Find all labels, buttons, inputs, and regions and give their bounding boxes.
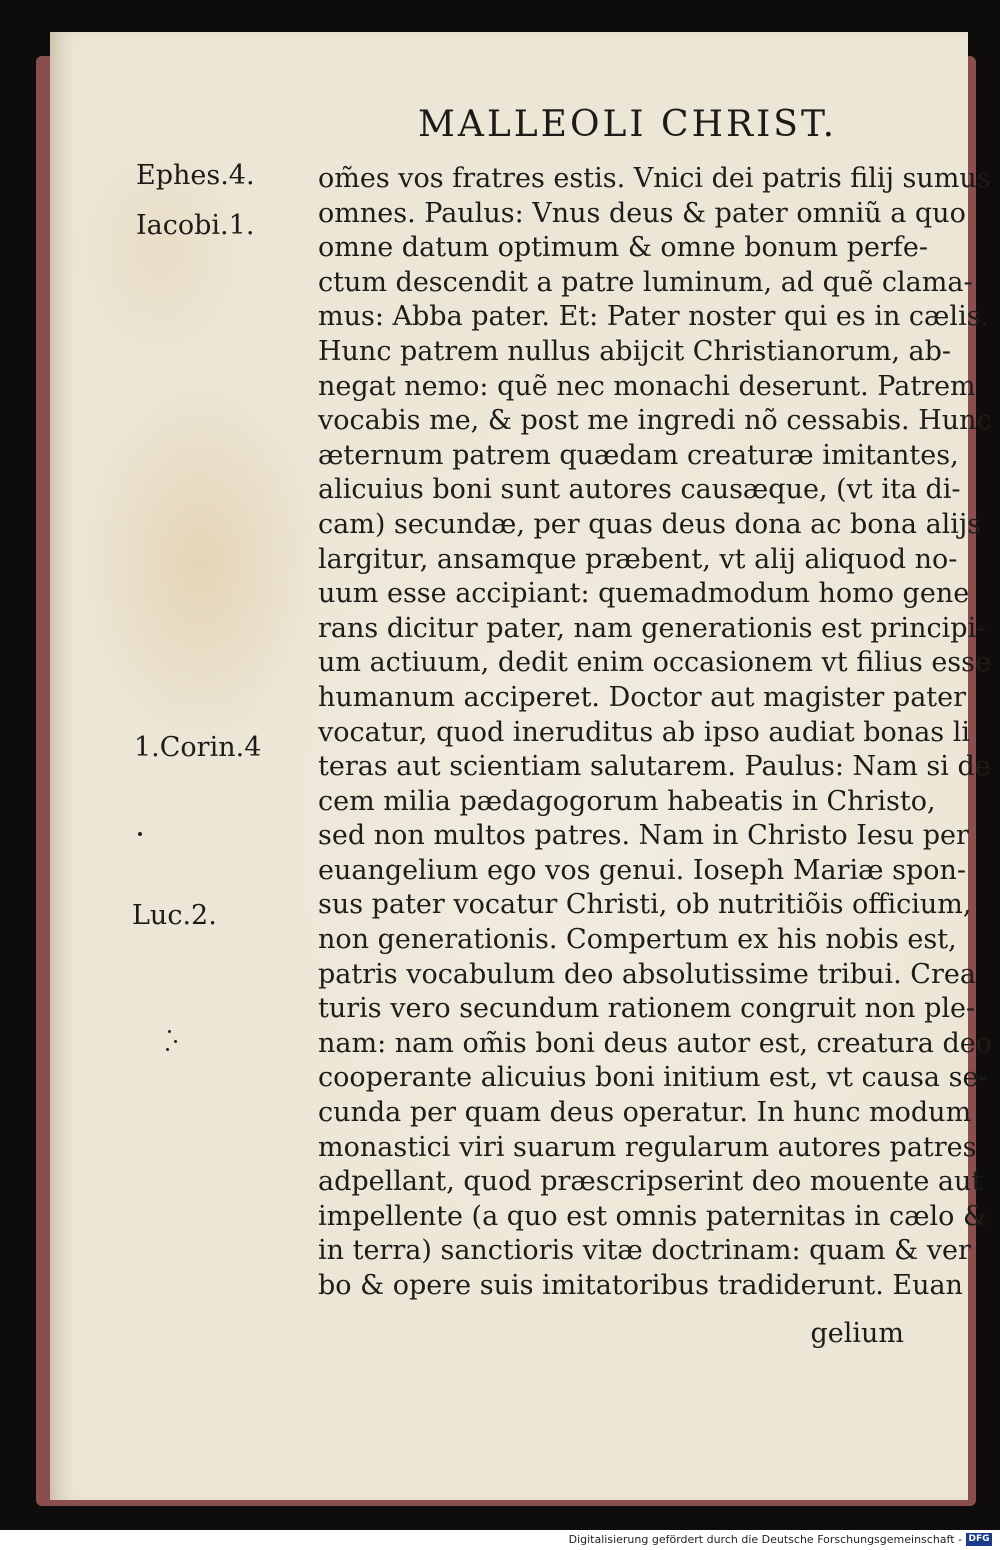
text-line: largitur, ansamque præbent, vt alij aliquod no- <box>318 543 958 575</box>
text-line: non generationis. Compertum ex his nobis est, <box>318 924 957 956</box>
text-line: alicuius boni sunt autores causæque, (vt ita di- <box>318 474 961 506</box>
text-line: omnes. Paulus: Vnus deus & pater omniũ a quo <box>318 197 966 229</box>
text-line: negat nemo: quẽ nec monachi deserunt. Patrem <box>318 370 976 402</box>
text-line: sed non multos patres. Nam in Christo Iesu per <box>318 820 969 852</box>
text-line: adpellant, quod præscripserint deo mouente aut <box>318 1166 983 1198</box>
text-line: sus pater vocatur Christi, ob nutritiõis officium, <box>318 889 972 921</box>
text-line: ctum descendit a patre luminum, ad quẽ clama- <box>318 266 973 298</box>
catchword: gelium <box>810 1318 904 1349</box>
margin-note-corin: 1.Corin.4 <box>134 732 262 763</box>
text-line: humanum acciperet. Doctor aut magister pater <box>318 681 967 713</box>
text-line: om̃es vos fratres estis. Vnici dei patris filij sumus <box>318 163 991 194</box>
text-line: cam) secundæ, per quas deus dona ac bona alijs <box>318 508 982 540</box>
text-line: teras aut scientiam salutarem. Paulus: Nam si de <box>318 751 991 783</box>
dfg-logo: DFG <box>966 1533 992 1546</box>
text-line: Hunc patrem nullus abijcit Christianorum, ab- <box>318 335 952 367</box>
text-line: vocatur, quod ineruditus ab ipso audiat bonas li <box>318 716 971 748</box>
text-line: æternum patrem quædam creaturæ imitantes, <box>318 439 959 471</box>
running-head: MALLEOLI CHRIST. <box>418 104 838 145</box>
footer-credit: Digitalisierung gefördert durch die Deutsche Forschungsgemeinschaft - <box>568 1533 962 1546</box>
text-line: euangelium ego vos genui. Ioseph Mariæ spon- <box>318 854 967 886</box>
text-line: in terra) sanctioris vitæ doctrinam: quam & ver <box>318 1235 971 1267</box>
text-line: impellente (a quo est omnis paternitas in cælo & <box>318 1200 988 1232</box>
ink-speck <box>168 1030 171 1033</box>
text-line: rans dicitur pater, nam generationis est principi- <box>318 612 986 644</box>
text-line: patris vocabulum deo absolutissime tribui. Crea <box>318 958 976 990</box>
ink-speck <box>174 1040 177 1043</box>
text-line: omne datum optimum & omne bonum perfe- <box>318 232 929 264</box>
text-line: cunda per quam deus operatur. In hunc modum <box>318 1097 972 1129</box>
text-line: uum esse accipiant: quemadmodum homo gene <box>318 578 970 610</box>
footer-bar <box>0 1530 1000 1550</box>
ink-speck <box>166 1048 169 1051</box>
main-text <box>318 162 992 1304</box>
book-page <box>50 32 992 1500</box>
text-line: um actiuum, dedit enim occasionem vt filius esse <box>318 647 991 679</box>
text-line: cem milia pædagogorum habeatis in Christo, <box>318 785 936 817</box>
margin-note-luc: Luc.2. <box>132 900 217 931</box>
ink-speck <box>138 832 142 836</box>
text-line: cooperante alicuius boni initium est, vt causa se- <box>318 1062 988 1094</box>
text-line: nam: nam om̃is boni deus autor est, creatura deo <box>318 1027 992 1059</box>
text-line: monastici viri suarum regularum autores patres <box>318 1131 977 1163</box>
text-line: mus: Abba pater. Et: Pater noster qui es in cælis. <box>318 301 990 333</box>
margin-note-ephes: Ephes.4. <box>136 160 255 191</box>
text-line: turis vero secundum rationem congruit non ple- <box>318 993 976 1025</box>
margin-note-iacobi: Iacobi.1. <box>136 210 255 241</box>
text-line: vocabis me, & post me ingredi nõ cessabis. Hunc <box>318 405 992 437</box>
text-line: bo & opere suis imitatoribus tradiderunt. Euan <box>318 1270 963 1301</box>
